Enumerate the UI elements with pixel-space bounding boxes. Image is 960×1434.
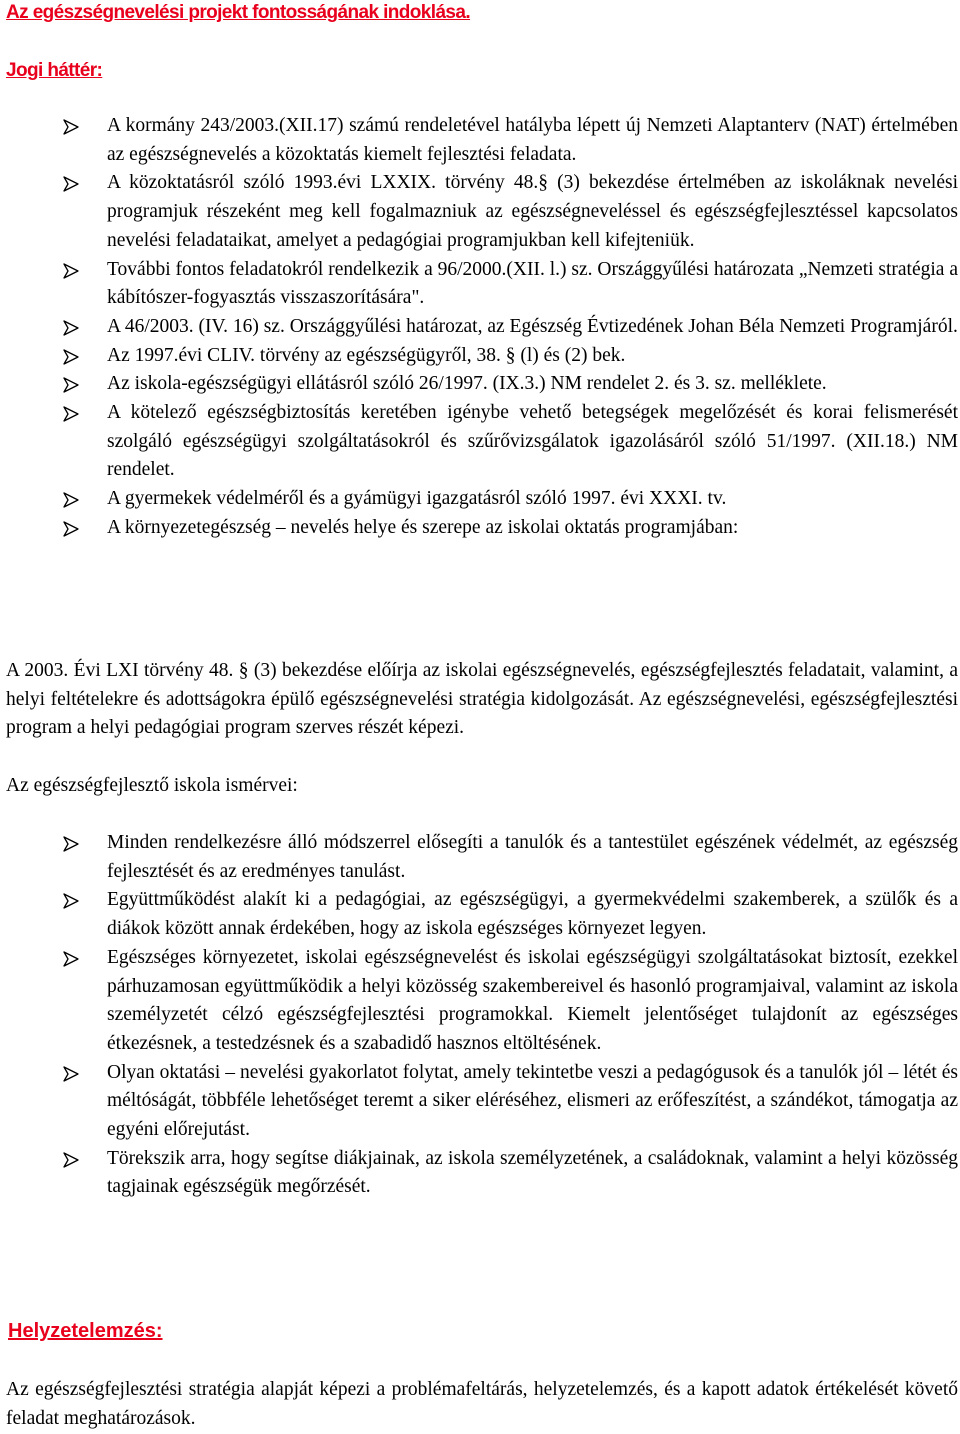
arrow-bullet-icon: [63, 1152, 79, 1168]
list-item-text: Az 1997.évi CLIV. törvény az egészségügyről, 38. § (l) és (2) bek.: [107, 344, 626, 366]
list-item: [0, 112, 960, 169]
features-heading: Az egészségfejlesztő iskola ismérvei:: [6, 775, 298, 796]
arrow-bullet-icon: [63, 521, 79, 537]
list-item-text: A gyermekek védelméről és a gyámügyi igazgatásról szóló 1997. évi XXXI. tv.: [107, 488, 727, 510]
list-item-text: A közoktatásról szóló 1993.évi LXXIX. törvény 48.§ (3) bekezdése értelmében az iskoláknak nevelési programjuk részeként meg kell fogalmazniuk az egészségneveléssel és egészségfejlesztéssel kapcsolatos nevelési feladataikat, amelyet a pedagógiai programjukban kell kifejteniük.: [107, 172, 958, 251]
arrow-bullet-icon: [63, 893, 79, 909]
arrow-bullet-icon: [63, 263, 79, 279]
arrow-bullet-icon: [63, 1066, 79, 1082]
list-item: [0, 399, 960, 485]
list-item: [0, 313, 960, 342]
list-item: [0, 370, 960, 399]
list-item: [0, 1059, 960, 1145]
list-item: [0, 886, 960, 943]
list-item-text: További fontos feladatokról rendelkezik a 96/2000.(XII. l.) sz. Országgyűlési határozata „Nemzeti stratégia a kábítószer-fogyasztás visszaszorítására".: [107, 258, 958, 309]
list-item-text: Olyan oktatási – nevelési gyakorlatot folytat, amely tekintetbe veszi a pedagógusok és a tanulók jól – létét és méltóságát, többféle lehetőséget teremt a siker eléréséhez, elismeri az erőfeszítést, a szándékot, támogatja az egyéni előrejutást.: [107, 1061, 958, 1141]
list-item-text: A környezetegészség – nevelés helye és szerepe az iskolai oktatás programjában:: [107, 516, 739, 538]
arrow-bullet-icon: [63, 406, 79, 422]
list-item-text: Együttműködést alakít ki a pedagógiai, az egészségügyi, a gyermekvédelmi szakemberek, a szülők és a diákok között annak érdekében, hogy az iskola egészséges környezet legyen.: [107, 889, 958, 940]
list-item-text: Az iskola-egészségügyi ellátásról szóló 26/1997. (IX.3.) NM rendelet 2. és 3. sz. melléklete.: [107, 373, 827, 395]
list-item-text: Egészséges környezetet, iskolai egészségnevelést és iskolai egészségügyi szolgáltatásokat biztosít, ezekkel párhuzamosan együttműködik a helyi közösség szakembereivel és hasonló programjaival, valamint az iskola személyzetét célzó egészségfejlesztési programokkal. Kiemelt jelentőséget tulajdonít az egészséges étkezésnek, a testedzésnek és a szabadidő hasznos eltöltésének.: [107, 946, 958, 1054]
list-item: [0, 342, 960, 371]
law-paragraph: A 2003. Évi LXI törvény 48. § (3) bekezdése előírja az iskolai egészségnevelés, egészségfejlesztés feladatait, valamint, a helyi feltételekre és adottságokra épülő egészségnevelési stratégia kidolgozását. Az egészségnevelési, egészségfejlesztési program a helyi pedagógiai program szerves részét képezi.: [6, 660, 958, 739]
main-title: Az egészségnevelési projekt fontosságának indoklása.: [6, 2, 471, 23]
arrow-bullet-icon: [63, 176, 79, 192]
legal-heading: Jogi háttér:: [6, 60, 103, 81]
arrow-bullet-icon: [63, 492, 79, 508]
list-item: [0, 256, 960, 313]
features-list: [0, 829, 960, 1202]
list-item: [0, 514, 960, 543]
arrow-bullet-icon: [63, 119, 79, 135]
situation-paragraph: Az egészségfejlesztési stratégia alapját képezi a problémafeltárás, helyzetelemzés, és a kapott adatok értékelését követő feladat meghatározások.: [6, 1379, 958, 1429]
situation-heading: Helyzetelemzés:: [8, 1320, 163, 1342]
arrow-bullet-icon: [63, 320, 79, 336]
list-item-text: A kötelező egészségbiztosítás keretében igénybe vehető betegségek megelőzését és korai felismerését szolgáló egészségügyi szolgáltatásokról és szűrővizsgálatok igazolásáról szóló 51/1997. (XII.18.) NM rendelet.: [107, 402, 958, 481]
arrow-bullet-icon: [63, 377, 79, 393]
list-item: [0, 1145, 960, 1202]
arrow-bullet-icon: [63, 836, 79, 852]
list-item: [0, 485, 960, 514]
arrow-bullet-icon: [63, 349, 79, 365]
list-item-text: Törekszik arra, hogy segítse diákjainak, az iskola személyzetének, a családoknak, valamint a helyi közösség tagjainak egészségük megőrzését.: [107, 1147, 958, 1198]
list-item: [0, 169, 960, 255]
list-item-text: A 46/2003. (IV. 16) sz. Országgyűlési határozat, az Egészség Évtizedének Johan Béla Nemzeti Programjáról.: [107, 315, 958, 337]
list-item-text: A kormány 243/2003.(XII.17) számú rendeletével hatályba lépett új Nemzeti Alaptanterv (NAT) értelmében az egészségnevelés a közoktatás kiemelt fejlesztési feladata.: [107, 115, 958, 165]
list-item: [0, 829, 960, 886]
list-item-text: Minden rendelkezésre álló módszerrel elősegíti a tanulók és a tantestület egészének védelmét, az egészség fejlesztését és az eredményes tanulást.: [107, 832, 958, 882]
arrow-bullet-icon: [63, 951, 79, 967]
list-item: [0, 944, 960, 1059]
legal-list: [0, 112, 960, 543]
